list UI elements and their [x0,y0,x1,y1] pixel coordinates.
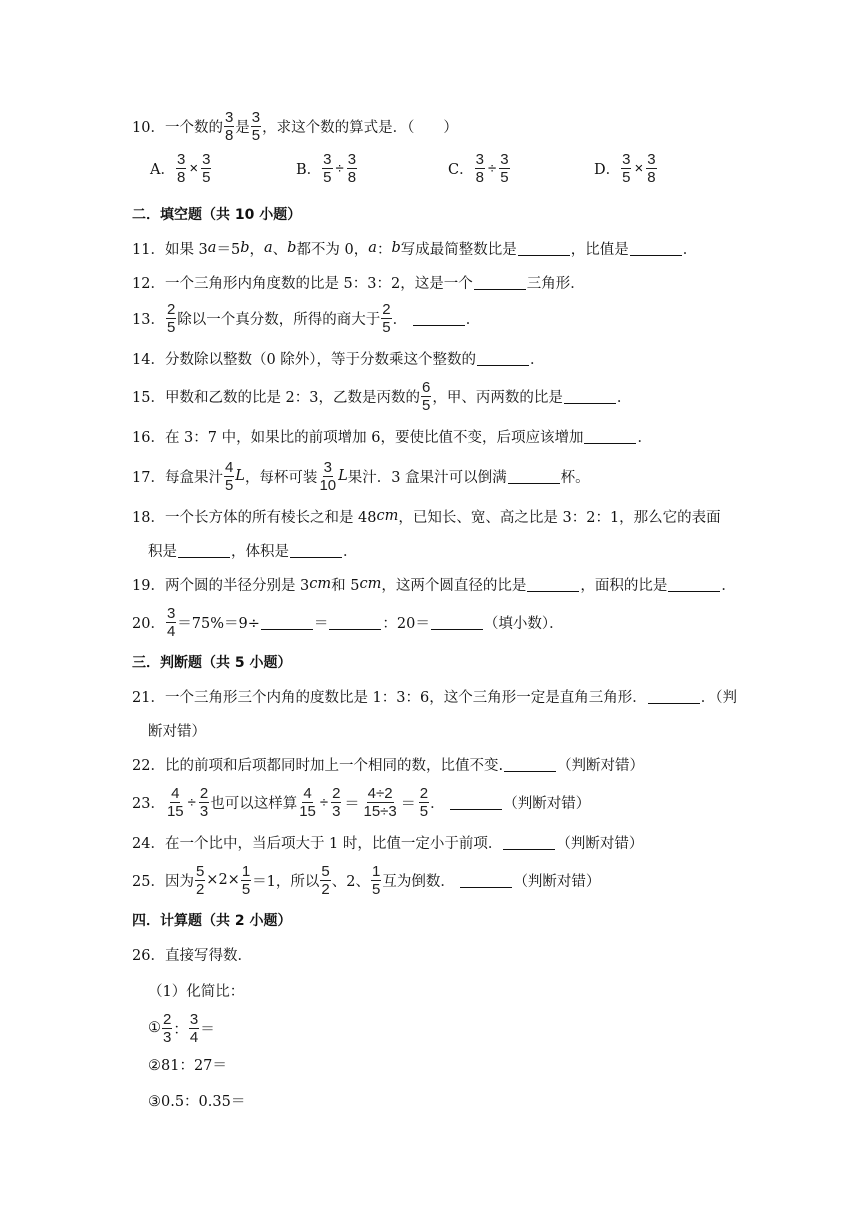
question-18: 18．一个长方体的所有棱长之和是 48 cm ，已知长、宽、高之比是 3：2：1，那么它的表面 [132,508,721,526]
fraction: $\frac{1}{5}$ [241,862,251,898]
section-heading-judgement: 三．判断题（共 5 小题） [132,655,292,671]
fraction: $\frac{3}{8}$ [224,108,234,144]
answer-blank[interactable] [508,469,560,484]
question-22: 22．比的前项和后项都同时加上一个相同的数，比值不变. （判断对错） [132,757,645,774]
question-26-item-1: ① $\frac{2}{3}$ ： $\frac{3}{4}$ ＝ [148,1010,215,1046]
fraction: $\frac{3}{4}$ [189,1010,199,1046]
fraction: $\frac{3}{8}$ [347,151,357,186]
question-11: 11．如果 3 a ＝5 b ， a 、 b 都不为 0， a ： b 写成最简整数比是 ，比值是 ． [132,240,698,258]
question-21-continued: 断对错） [148,723,206,740]
question-24: 24．在一个比中，当后项大于 1 时，比值一定小于前项． （判断对错） [132,835,644,852]
question-14: 14．分数除以整数（0 除外），等于分数乘这个整数的 ． [132,351,545,368]
option-d: D． $\frac{3}{5}$ × $\frac{3}{8}$ [594,151,656,186]
section-heading-fill-in: 二．填空题（共 10 小题） [132,207,302,223]
question-20: 20． $\frac{3}{4}$ ＝75%＝9÷ ＝ ：20＝ （填小数）． [132,604,564,640]
answer-blank[interactable] [630,241,682,256]
answer-blank[interactable] [503,835,555,850]
question-17: 17．每盒果汁 $\frac{4}{5}$ L ，每杯可装 $\frac{3}{10}$ L 果汁．3 盒果汁可以倒满 杯。 [132,458,590,494]
fraction: $\frac{2}{5}$ [419,784,429,820]
fraction: $\frac{2}{5}$ [382,300,391,336]
answer-blank[interactable] [564,389,616,404]
answer-blank[interactable] [450,795,502,810]
fraction: $\frac{3}{5}$ [323,151,332,186]
question-26-item-3: ③0.5：0.35＝ [148,1093,246,1110]
fraction: $\frac{4}{15}$ [166,784,184,820]
answer-blank[interactable] [290,543,342,558]
fraction: $\frac{3}{5}$ [622,151,631,186]
question-23: 23． $\frac{4}{15}$ ÷ $\frac{2}{3}$ 也可以这样算 $\frac{4}{15}$ ÷ $\frac{2}{3}$ ＝ $\frac{4\div 2}{15\div 3}$ ＝ $\frac{2}{5}$ ． （判断对错） [132,784,591,820]
question-10: 10．一个数的 $\frac{3}{8}$ 是 $\frac{3}{5}$ ，求这个数的算式是．（ ） [132,108,458,144]
fraction: $\frac{2}{3}$ [163,1010,172,1046]
fraction: $\frac{3}{4}$ [166,604,176,640]
fraction: $\frac{3}{10}$ [319,458,337,494]
question-26-part-1: （1）化简比： [148,983,245,1000]
option-b: B． $\frac{3}{5}$ ÷ $\frac{3}{8}$ [296,151,357,186]
answer-blank[interactable] [460,873,512,888]
answer-blank[interactable] [329,615,381,630]
question-26: 26．直接写得数． [132,947,252,964]
fraction: $\frac{5}{2}$ [321,862,330,898]
fraction: $\frac{5}{2}$ [195,862,205,898]
question-15: 15．甲数和乙数的比是 2：3，乙数是丙数的 $\frac{6}{5}$ ，甲、丙两数的比是 ． [132,378,632,414]
fraction: $\frac{2}{3}$ [199,784,209,820]
question-13: 13． $\frac{2}{5}$ 除以一个真分数，所得的商大于 $\frac{2}{5}$ ． ． [132,300,481,336]
answer-blank[interactable] [584,429,636,444]
question-26-item-2: ②81：27＝ [148,1057,227,1074]
question-19: 19．两个圆的半径分别是 3 cm 和 5 cm ，这两个圆直径的比是 ，面积的比是 ． [132,576,736,594]
answer-blank[interactable] [648,689,700,704]
fraction: $\frac{2}{5}$ [166,300,176,336]
answer-blank[interactable] [431,615,483,630]
answer-blank[interactable] [504,757,556,772]
fraction: $\frac{6}{5}$ [422,378,431,414]
answer-blank[interactable] [518,241,570,256]
question-18-continued: 积是 ，体积是 ． [148,543,358,560]
fraction: $\frac{3}{8}$ [176,151,186,186]
fraction: $\frac{1}{5}$ [371,862,381,898]
fraction: $\frac{4\div 2}{15\div 3}$ [363,784,397,820]
question-21: 21．一个三角形三个内角的度数比是 1：3：6，这个三角形一定是直角三角形． ．（判 [132,689,737,706]
option-a: A． $\frac{3}{8}$ × $\frac{3}{5}$ [150,151,211,186]
answer-blank[interactable] [474,275,526,290]
answer-blank[interactable] [527,577,579,592]
section-heading-calculation: 四．计算题（共 2 小题） [132,913,292,929]
answer-blank[interactable] [668,577,720,592]
fraction: $\frac{4}{5}$ [224,458,234,494]
answer-blank[interactable] [413,311,465,326]
fraction: $\frac{2}{3}$ [332,784,341,820]
question-16: 16．在 3：7 中，如果比的前项增加 6，要使比值不变，后项应该增加 ． [132,429,652,446]
fraction: $\frac{4}{15}$ [299,784,316,820]
fraction: $\frac{3}{5}$ [251,108,261,144]
fraction: $\frac{3}{8}$ [647,151,656,186]
question-25: 25．因为 $\frac{5}{2}$ ×2× $\frac{1}{5}$ ＝1，所以 $\frac{5}{2}$ 、2、 $\frac{1}{5}$ 互为倒数． （判断对错） [132,862,601,898]
answer-blank[interactable] [261,615,313,630]
answer-blank[interactable] [477,351,529,366]
option-c: C． $\frac{3}{8}$ ÷ $\frac{3}{5}$ [448,151,509,186]
question-12: 12．一个三角形内角度数的比是 5：3：2，这是一个 三角形． [132,275,585,292]
fraction: $\frac{3}{5}$ [500,151,509,186]
fraction: $\frac{3}{8}$ [475,151,484,186]
answer-blank[interactable] [178,543,230,558]
fraction: $\frac{3}{5}$ [202,151,211,186]
